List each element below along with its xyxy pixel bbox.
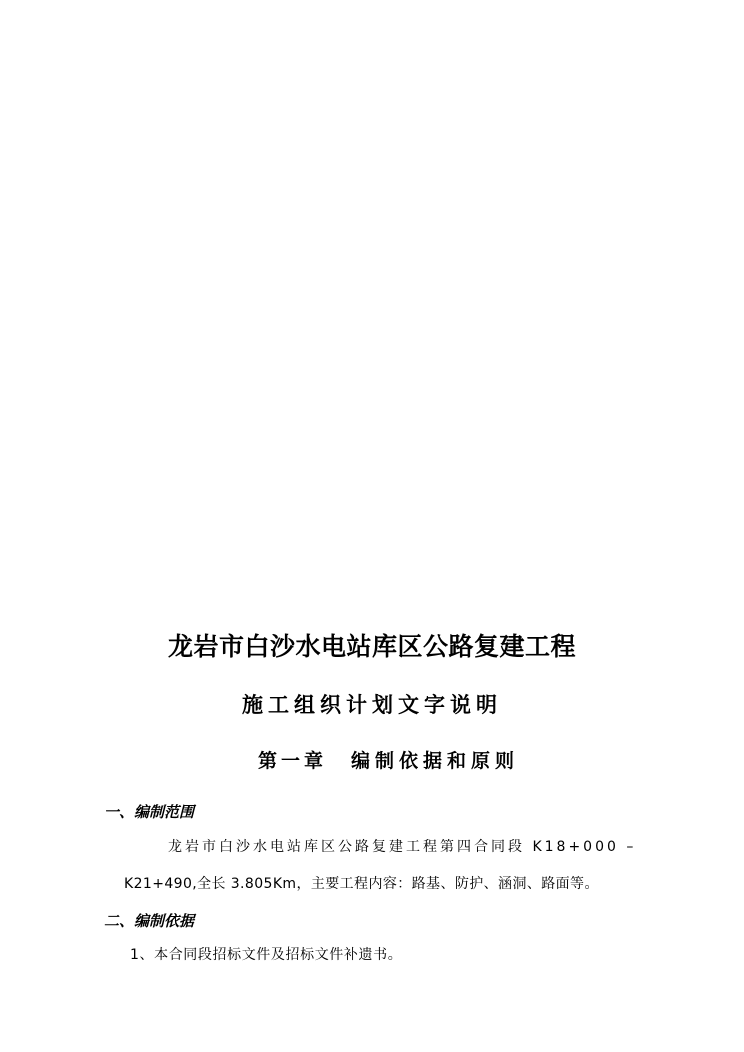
list-item: 1、本合同段招标文件及招标文件补遗书。 <box>130 947 403 963</box>
section-heading-basis: 二、编制依据 <box>104 912 195 930</box>
section-heading-scope: 一、编制范围 <box>104 803 195 821</box>
chapter-title: 编制依据和原则 <box>351 750 520 772</box>
document-subtitle: 施工组织计划文字说明 <box>242 692 502 717</box>
document-title: 龙岩市白沙水电站库区公路复建工程 <box>167 632 576 661</box>
paragraph-line: K21+490,全长 3.805Km，主要工程内容：路基、防护、涵洞、路面等。 <box>124 876 599 892</box>
chapter-heading <box>258 745 519 777</box>
chapter-number: 第一章 <box>258 750 328 772</box>
paragraph-line: 龙岩市白沙水电站库区公路复建工程第四合同段 K18+000 – <box>168 839 637 855</box>
